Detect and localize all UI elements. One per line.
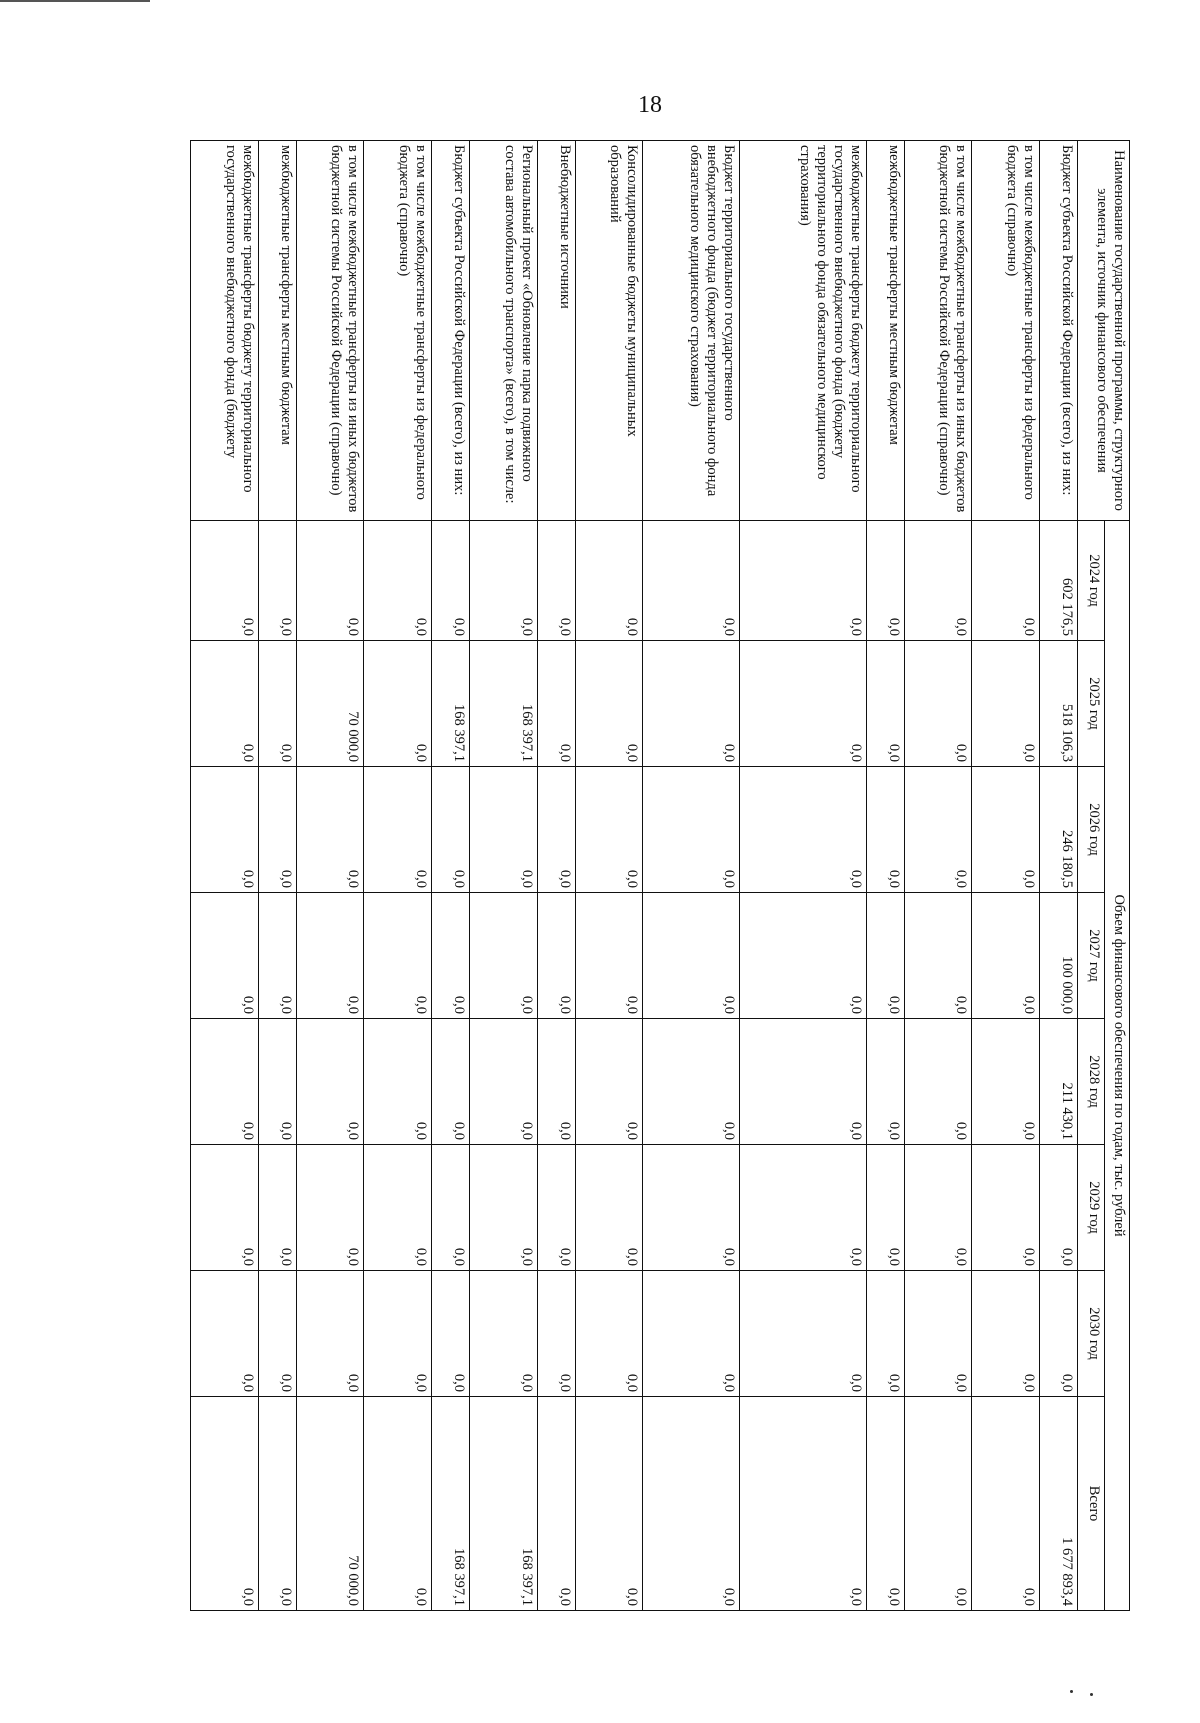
value-cell: 0,0	[364, 1019, 432, 1145]
value-cell: 0,0	[296, 1019, 364, 1145]
value-cell: 518 106,3	[1039, 641, 1077, 767]
value-cell: 0,0	[258, 1271, 296, 1397]
value-cell: 0,0	[643, 1019, 740, 1145]
value-cell: 0,0	[740, 893, 866, 1019]
value-cell: 0,0	[972, 521, 1040, 641]
value-cell: 0,0	[866, 1019, 904, 1145]
value-cell: 168 397,1	[469, 1397, 537, 1611]
value-cell: 0,0	[364, 767, 432, 893]
value-cell: 0,0	[431, 1271, 469, 1397]
value-cell: 0,0	[469, 521, 537, 641]
value-cell: 0,0	[972, 1145, 1040, 1271]
value-cell: 0,0	[431, 767, 469, 893]
value-cell: 0,0	[431, 893, 469, 1019]
value-cell: 0,0	[258, 521, 296, 641]
value-cell: 0,0	[740, 1019, 866, 1145]
table-row	[431, 141, 469, 1611]
value-cell: 0,0	[904, 893, 972, 1019]
value-cell: 168 397,1	[469, 641, 537, 767]
value-cell: 0,0	[296, 1271, 364, 1397]
value-cell: 0,0	[364, 1397, 432, 1611]
value-cell: 0,0	[1039, 1271, 1077, 1397]
row-name-cell: межбюджетные трансферты бюджету территориального государственного внебюджетного фонда (бюджету	[191, 141, 259, 521]
value-cell: 0,0	[643, 893, 740, 1019]
year-header: 2027 год	[1078, 893, 1105, 1019]
value-cell: 0,0	[972, 767, 1040, 893]
row-name-cell: Бюджет субъекта Российской Федерации (всего), из них:	[1039, 141, 1077, 521]
scan-edge-line	[0, 0, 150, 2]
value-cell: 70 000,0	[296, 641, 364, 767]
value-cell: 0,0	[537, 767, 575, 893]
row-name-cell: межбюджетные трансферты местным бюджетам	[258, 141, 296, 521]
value-cell: 0,0	[866, 1145, 904, 1271]
year-header: 2024 год	[1078, 521, 1105, 641]
value-cell: 0,0	[469, 1271, 537, 1397]
row-name-cell: Бюджет территориального государственного внебюджетного фонда (бюджет территориального фонда обязательного медицинского страхования)	[643, 141, 740, 521]
table-row	[575, 141, 643, 1611]
value-cell: 0,0	[643, 521, 740, 641]
value-cell: 0,0	[740, 1145, 866, 1271]
value-cell: 0,0	[575, 767, 643, 893]
value-cell: 0,0	[431, 521, 469, 641]
value-cell: 211 430,1	[1039, 1019, 1077, 1145]
value-cell: 168 397,1	[431, 1397, 469, 1611]
value-cell: 0,0	[904, 767, 972, 893]
row-name-cell: Региональный проект «Обновление парка подвижного состава автомобильного транспорта» (всего), в том числе:	[469, 141, 537, 521]
value-cell: 602 176,5	[1039, 521, 1077, 641]
value-cell: 0,0	[972, 641, 1040, 767]
value-cell: 0,0	[191, 641, 259, 767]
value-cell: 246 180,5	[1039, 767, 1077, 893]
table-row	[469, 141, 537, 1611]
value-cell: 100 000,0	[1039, 893, 1077, 1019]
page-number: 18	[638, 92, 662, 118]
table-row	[258, 141, 296, 1611]
name-column-header: Наименование государственной программы, структурного элемента, источник финансового обеспечения	[1078, 141, 1130, 521]
value-cell: 0,0	[469, 1019, 537, 1145]
value-cell: 0,0	[575, 1145, 643, 1271]
value-cell: 0,0	[740, 1397, 866, 1611]
value-cell: 0,0	[191, 1271, 259, 1397]
value-cell: 0,0	[258, 1397, 296, 1611]
value-cell: 0,0	[575, 1271, 643, 1397]
value-cell: 0,0	[364, 893, 432, 1019]
value-cell: 0,0	[258, 893, 296, 1019]
value-cell: 0,0	[537, 1271, 575, 1397]
value-cell: 1 677 893,4	[1039, 1397, 1077, 1611]
year-header: 2028 год	[1078, 1019, 1105, 1145]
table-body	[191, 141, 1078, 1611]
table-row	[972, 141, 1040, 1611]
table-row	[643, 141, 740, 1611]
value-cell: 0,0	[904, 1019, 972, 1145]
table-row	[364, 141, 432, 1611]
value-cell: 0,0	[364, 641, 432, 767]
value-cell: 168 397,1	[431, 641, 469, 767]
row-name-cell: Внебюджетные источники	[537, 141, 575, 521]
table-row	[740, 141, 866, 1611]
value-cell: 0,0	[258, 1145, 296, 1271]
table-row	[1039, 141, 1077, 1611]
value-cell: 0,0	[191, 767, 259, 893]
value-cell: 70 000,0	[296, 1397, 364, 1611]
value-cell: 0,0	[258, 641, 296, 767]
value-cell: 0,0	[469, 767, 537, 893]
value-cell: 0,0	[904, 641, 972, 767]
year-header: 2026 год	[1078, 767, 1105, 893]
value-cell: 0,0	[740, 1271, 866, 1397]
value-cell: 0,0	[643, 1271, 740, 1397]
value-cell: 0,0	[191, 521, 259, 641]
table-row	[866, 141, 904, 1611]
value-cell: 0,0	[972, 1019, 1040, 1145]
value-cell: 0,0	[191, 1397, 259, 1611]
year-header: Всего	[1078, 1397, 1105, 1611]
value-cell: 0,0	[866, 767, 904, 893]
value-cell: 0,0	[904, 1397, 972, 1611]
value-cell: 0,0	[575, 1397, 643, 1611]
table-row	[537, 141, 575, 1611]
value-cell: 0,0	[643, 767, 740, 893]
value-cell: 0,0	[537, 893, 575, 1019]
value-cell: 0,0	[643, 1397, 740, 1611]
value-cell: 0,0	[469, 1145, 537, 1271]
value-cell: 0,0	[866, 521, 904, 641]
value-cell: 0,0	[469, 893, 537, 1019]
value-cell: 0,0	[643, 641, 740, 767]
row-name-cell: в том числе межбюджетные трансферты из иных бюджетов бюджетной системы Российской Федерации (справочно)	[904, 141, 972, 521]
value-cell: 0,0	[904, 1271, 972, 1397]
value-cell: 0,0	[866, 1271, 904, 1397]
value-cell: 0,0	[866, 1397, 904, 1611]
value-cell: 0,0	[296, 521, 364, 641]
value-cell: 0,0	[431, 1145, 469, 1271]
value-cell: 0,0	[258, 767, 296, 893]
year-header: 2025 год	[1078, 641, 1105, 767]
value-cell: 0,0	[364, 1271, 432, 1397]
value-cell: 0,0	[191, 1019, 259, 1145]
table-row	[296, 141, 364, 1611]
value-cell: 0,0	[296, 1145, 364, 1271]
row-name-cell: в том числе межбюджетные трансферты из иных бюджетов бюджетной системы Российской Федерации (справочно)	[296, 141, 364, 521]
table-row	[191, 141, 259, 1611]
value-cell: 0,0	[575, 1019, 643, 1145]
row-name-cell: Бюджет субъекта Российской Федерации (всего), из них:	[431, 141, 469, 521]
financing-table	[190, 140, 1130, 1611]
value-cell: 0,0	[537, 1397, 575, 1611]
value-cell: 0,0	[740, 641, 866, 767]
row-name-cell: в том числе межбюджетные трансферты из федерального бюджета (справочно)	[972, 141, 1040, 521]
value-cell: 0,0	[740, 767, 866, 893]
value-cell: 0,0	[972, 1271, 1040, 1397]
value-cell: 0,0	[575, 641, 643, 767]
value-cell: 0,0	[258, 1019, 296, 1145]
value-cell: 0,0	[904, 1145, 972, 1271]
value-cell: 0,0	[431, 1019, 469, 1145]
value-cell: 0,0	[364, 1145, 432, 1271]
value-cell: 0,0	[972, 1397, 1040, 1611]
scan-speck	[1090, 1693, 1093, 1696]
value-cell: 0,0	[191, 893, 259, 1019]
value-cell: 0,0	[972, 893, 1040, 1019]
value-cell: 0,0	[904, 521, 972, 641]
value-cell: 0,0	[866, 893, 904, 1019]
value-cell: 0,0	[740, 521, 866, 641]
value-cell: 0,0	[866, 641, 904, 767]
value-cell: 0,0	[296, 767, 364, 893]
value-cell: 0,0	[575, 893, 643, 1019]
value-cell: 0,0	[537, 1019, 575, 1145]
row-name-cell: межбюджетные трансферты местным бюджетам	[866, 141, 904, 521]
rotated-table-wrapper	[190, 140, 1130, 1610]
value-cell: 0,0	[643, 1145, 740, 1271]
value-cell: 0,0	[537, 521, 575, 641]
scan-speck	[1070, 1690, 1073, 1693]
value-cell: 0,0	[1039, 1145, 1077, 1271]
value-cell: 0,0	[575, 521, 643, 641]
value-cell: 0,0	[364, 521, 432, 641]
year-header: 2030 год	[1078, 1271, 1105, 1397]
value-cell: 0,0	[296, 893, 364, 1019]
row-name-cell: в том числе межбюджетные трансферты из федерального бюджета (справочно)	[364, 141, 432, 521]
table-row	[904, 141, 972, 1611]
year-header: 2029 год	[1078, 1145, 1105, 1271]
row-name-cell: межбюджетные трансферты бюджету территориального государственного внебюджетного фонда (бюджету территориального фонда обязательного медицинского страхования)	[740, 141, 866, 521]
value-cell: 0,0	[191, 1145, 259, 1271]
value-cell: 0,0	[537, 641, 575, 767]
row-name-cell: Консолидированные бюджеты муниципальных образований	[575, 141, 643, 521]
funding-volume-header: Объем финансового обеспечения по годам, тыс. рублей	[1105, 521, 1130, 1611]
value-cell: 0,0	[537, 1145, 575, 1271]
